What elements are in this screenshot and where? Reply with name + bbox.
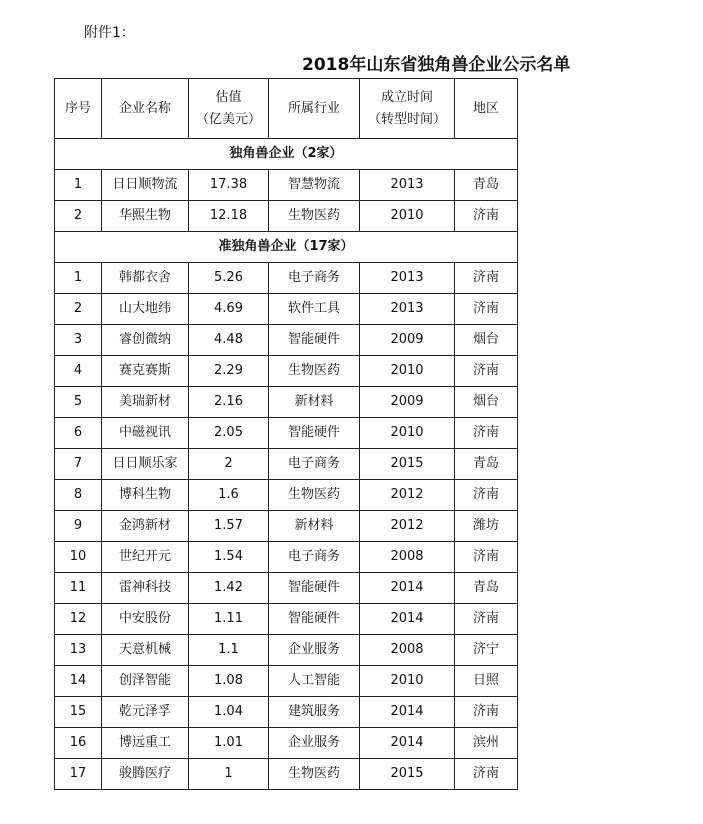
valuation-cell: 1.54 bbox=[189, 542, 269, 573]
valuation-cell: 1 bbox=[189, 759, 269, 790]
table-row bbox=[55, 759, 518, 790]
region-cell: 滨州 bbox=[455, 728, 518, 759]
valuation-cell: 2 bbox=[189, 449, 269, 480]
industry-cell: 建筑服务 bbox=[269, 697, 360, 728]
valuation-cell: 4.69 bbox=[189, 294, 269, 325]
industry-cell: 企业服务 bbox=[269, 728, 360, 759]
founded-year-cell: 2014 bbox=[360, 573, 455, 604]
region-cell: 济南 bbox=[455, 480, 518, 511]
row-index-cell: 17 bbox=[55, 759, 102, 790]
industry-cell: 人工智能 bbox=[269, 666, 360, 697]
company-name-cell: 美瑞新材 bbox=[102, 387, 189, 418]
row-index-cell: 4 bbox=[55, 356, 102, 387]
founded-year-cell: 2013 bbox=[360, 294, 455, 325]
founded-year-cell: 2010 bbox=[360, 356, 455, 387]
industry-cell: 电子商务 bbox=[269, 449, 360, 480]
industry-cell: 电子商务 bbox=[269, 542, 360, 573]
valuation-cell: 1.42 bbox=[189, 573, 269, 604]
table-row bbox=[55, 604, 518, 635]
section-header-row bbox=[55, 232, 518, 263]
table-row bbox=[55, 480, 518, 511]
founded-year-cell: 2014 bbox=[360, 728, 455, 759]
row-index-cell: 15 bbox=[55, 697, 102, 728]
header-valuation-line2: （亿美元） bbox=[195, 111, 261, 127]
table-row bbox=[55, 511, 518, 542]
header-valuation-line1: 估值 bbox=[215, 89, 242, 105]
industry-cell: 企业服务 bbox=[269, 635, 360, 666]
region-cell: 青岛 bbox=[455, 573, 518, 604]
header-industry: 所属行业 bbox=[269, 79, 360, 139]
region-cell: 日照 bbox=[455, 666, 518, 697]
section-header-row bbox=[55, 139, 518, 170]
founded-year-cell: 2008 bbox=[360, 635, 455, 666]
region-cell: 烟台 bbox=[455, 387, 518, 418]
header-valuation bbox=[189, 79, 269, 139]
table-row bbox=[55, 418, 518, 449]
row-index-cell: 3 bbox=[55, 325, 102, 356]
industry-cell: 智能硬件 bbox=[269, 418, 360, 449]
region-cell: 济南 bbox=[455, 201, 518, 232]
region-cell: 济南 bbox=[455, 294, 518, 325]
company-name-cell: 韩都衣舍 bbox=[102, 263, 189, 294]
founded-year-cell: 2015 bbox=[360, 449, 455, 480]
company-name-cell: 雷神科技 bbox=[102, 573, 189, 604]
region-cell: 济南 bbox=[455, 759, 518, 790]
founded-year-cell: 2009 bbox=[360, 325, 455, 356]
industry-cell: 生物医药 bbox=[269, 480, 360, 511]
table-row bbox=[55, 170, 518, 201]
company-name-cell: 乾元泽孚 bbox=[102, 697, 189, 728]
company-name-cell: 创泽智能 bbox=[102, 666, 189, 697]
header-row bbox=[55, 79, 518, 139]
founded-year-cell: 2015 bbox=[360, 759, 455, 790]
valuation-cell: 1.04 bbox=[189, 697, 269, 728]
row-index-cell: 14 bbox=[55, 666, 102, 697]
region-cell: 济南 bbox=[455, 697, 518, 728]
founded-year-cell: 2014 bbox=[360, 604, 455, 635]
region-cell: 济南 bbox=[455, 418, 518, 449]
industry-cell: 生物医药 bbox=[269, 759, 360, 790]
company-name-cell: 博远重工 bbox=[102, 728, 189, 759]
industry-cell: 智能硬件 bbox=[269, 325, 360, 356]
region-cell: 青岛 bbox=[455, 170, 518, 201]
table-row bbox=[55, 294, 518, 325]
row-index-cell: 9 bbox=[55, 511, 102, 542]
section-title: 独角兽企业（2家） bbox=[55, 139, 518, 170]
header-region: 地区 bbox=[455, 79, 518, 139]
table-row bbox=[55, 728, 518, 759]
row-index-cell: 10 bbox=[55, 542, 102, 573]
founded-year-cell: 2013 bbox=[360, 170, 455, 201]
industry-cell: 智能硬件 bbox=[269, 604, 360, 635]
valuation-cell: 1.57 bbox=[189, 511, 269, 542]
valuation-cell: 17.38 bbox=[189, 170, 269, 201]
industry-cell: 软件工具 bbox=[269, 294, 360, 325]
industry-cell: 智慧物流 bbox=[269, 170, 360, 201]
table-row bbox=[55, 573, 518, 604]
attachment-label: 附件1： bbox=[84, 25, 135, 41]
company-name-cell: 骏腾医疗 bbox=[102, 759, 189, 790]
row-index-cell: 7 bbox=[55, 449, 102, 480]
row-index-cell: 16 bbox=[55, 728, 102, 759]
row-index-cell: 11 bbox=[55, 573, 102, 604]
industry-cell: 新材料 bbox=[269, 387, 360, 418]
industry-cell: 生物医药 bbox=[269, 201, 360, 232]
industry-cell: 生物医药 bbox=[269, 356, 360, 387]
row-index-cell: 12 bbox=[55, 604, 102, 635]
company-list-table bbox=[54, 78, 518, 790]
founded-year-cell: 2010 bbox=[360, 418, 455, 449]
region-cell: 济南 bbox=[455, 542, 518, 573]
company-name-cell: 日日顺乐家 bbox=[102, 449, 189, 480]
founded-year-cell: 2009 bbox=[360, 387, 455, 418]
row-index-cell: 5 bbox=[55, 387, 102, 418]
valuation-cell: 1.6 bbox=[189, 480, 269, 511]
company-name-cell: 中安股份 bbox=[102, 604, 189, 635]
header-name: 企业名称 bbox=[102, 79, 189, 139]
valuation-cell: 2.05 bbox=[189, 418, 269, 449]
row-index-cell: 13 bbox=[55, 635, 102, 666]
founded-year-cell: 2013 bbox=[360, 263, 455, 294]
region-cell: 济南 bbox=[455, 356, 518, 387]
table-row bbox=[55, 201, 518, 232]
founded-year-cell: 2012 bbox=[360, 511, 455, 542]
page-title: 2018年山东省独角兽企业公示名单 bbox=[302, 55, 571, 75]
founded-year-cell: 2012 bbox=[360, 480, 455, 511]
table-row bbox=[55, 697, 518, 728]
valuation-cell: 2.16 bbox=[189, 387, 269, 418]
company-name-cell: 日日顺物流 bbox=[102, 170, 189, 201]
table-row bbox=[55, 325, 518, 356]
company-name-cell: 山大地纬 bbox=[102, 294, 189, 325]
valuation-cell: 2.29 bbox=[189, 356, 269, 387]
company-name-cell: 中磁视讯 bbox=[102, 418, 189, 449]
header-founded-line1: 成立时间 bbox=[380, 89, 433, 105]
company-name-cell: 金鸿新材 bbox=[102, 511, 189, 542]
valuation-cell: 4.48 bbox=[189, 325, 269, 356]
region-cell: 济宁 bbox=[455, 635, 518, 666]
industry-cell: 电子商务 bbox=[269, 263, 360, 294]
company-name-cell: 博科生物 bbox=[102, 480, 189, 511]
region-cell: 烟台 bbox=[455, 325, 518, 356]
company-name-cell: 天意机械 bbox=[102, 635, 189, 666]
region-cell: 潍坊 bbox=[455, 511, 518, 542]
founded-year-cell: 2010 bbox=[360, 201, 455, 232]
section-title: 准独角兽企业（17家） bbox=[55, 232, 518, 263]
valuation-cell: 12.18 bbox=[189, 201, 269, 232]
table-row bbox=[55, 666, 518, 697]
region-cell: 济南 bbox=[455, 604, 518, 635]
row-index-cell: 1 bbox=[55, 170, 102, 201]
table-row bbox=[55, 263, 518, 294]
founded-year-cell: 2014 bbox=[360, 697, 455, 728]
header-index: 序号 bbox=[55, 79, 102, 139]
valuation-cell: 1.11 bbox=[189, 604, 269, 635]
table-row bbox=[55, 356, 518, 387]
table-row bbox=[55, 542, 518, 573]
valuation-cell: 1.1 bbox=[189, 635, 269, 666]
row-index-cell: 6 bbox=[55, 418, 102, 449]
row-index-cell: 2 bbox=[55, 201, 102, 232]
industry-cell: 新材料 bbox=[269, 511, 360, 542]
table-row bbox=[55, 449, 518, 480]
row-index-cell: 8 bbox=[55, 480, 102, 511]
row-index-cell: 1 bbox=[55, 263, 102, 294]
table-row bbox=[55, 635, 518, 666]
valuation-cell: 1.01 bbox=[189, 728, 269, 759]
valuation-cell: 1.08 bbox=[189, 666, 269, 697]
valuation-cell: 5.26 bbox=[189, 263, 269, 294]
company-name-cell: 睿创微纳 bbox=[102, 325, 189, 356]
region-cell: 济南 bbox=[455, 263, 518, 294]
table-row bbox=[55, 387, 518, 418]
region-cell: 青岛 bbox=[455, 449, 518, 480]
row-index-cell: 2 bbox=[55, 294, 102, 325]
header-founded bbox=[360, 79, 455, 139]
company-name-cell: 赛克赛斯 bbox=[102, 356, 189, 387]
company-name-cell: 华熙生物 bbox=[102, 201, 189, 232]
founded-year-cell: 2010 bbox=[360, 666, 455, 697]
header-founded-line2: （转型时间） bbox=[367, 111, 446, 127]
founded-year-cell: 2008 bbox=[360, 542, 455, 573]
industry-cell: 智能硬件 bbox=[269, 573, 360, 604]
company-name-cell: 世纪开元 bbox=[102, 542, 189, 573]
